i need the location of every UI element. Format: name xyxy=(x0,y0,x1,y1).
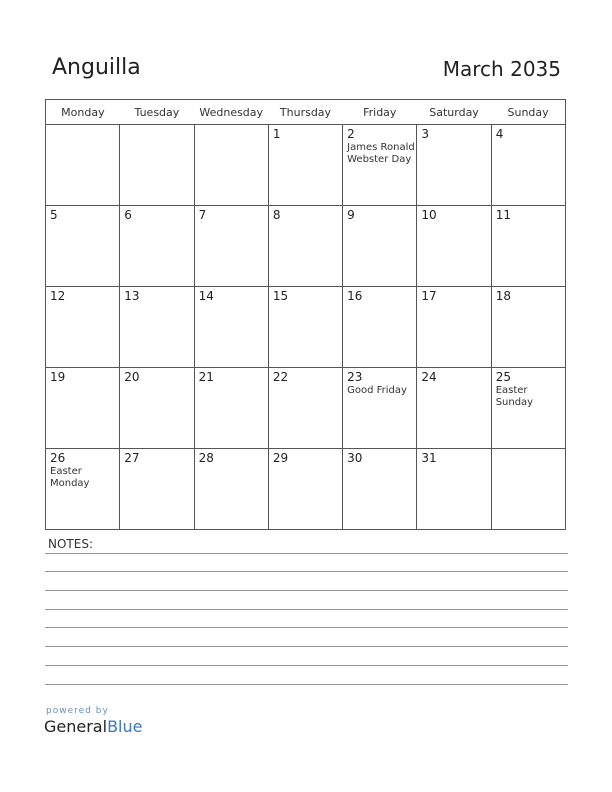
note-line xyxy=(45,609,568,610)
day-number: 8 xyxy=(272,208,281,222)
day-number: 3 xyxy=(421,127,430,141)
generalblue-logo[interactable] xyxy=(44,717,142,736)
notes-label: NOTES: xyxy=(48,537,93,551)
day-cell[interactable] xyxy=(120,368,194,449)
day-cell[interactable] xyxy=(491,287,565,368)
weekday-header: Friday xyxy=(343,100,417,125)
day-cell[interactable] xyxy=(46,287,120,368)
day-cell[interactable] xyxy=(268,368,342,449)
holiday-label: Easter Monday xyxy=(50,466,90,489)
week-row xyxy=(46,125,566,206)
day-cell[interactable] xyxy=(194,368,268,449)
day-number: 5 xyxy=(50,208,58,222)
day-cell[interactable] xyxy=(491,449,565,530)
day-cell[interactable] xyxy=(491,368,565,449)
week-row xyxy=(46,287,566,368)
day-number: 4 xyxy=(495,127,504,141)
day-number: 16 xyxy=(347,289,363,303)
day-cell[interactable] xyxy=(343,368,417,449)
day-cell[interactable] xyxy=(194,125,268,206)
day-cell[interactable] xyxy=(343,287,417,368)
brand-blue: Blue xyxy=(107,717,143,736)
day-number: 29 xyxy=(272,451,289,465)
weekday-header: Saturday xyxy=(417,100,491,125)
day-cell[interactable] xyxy=(194,206,268,287)
day-number: 25 xyxy=(495,370,511,384)
day-cell[interactable] xyxy=(417,449,491,530)
weekday-header: Wednesday xyxy=(194,100,268,125)
day-number: 26 xyxy=(50,451,66,465)
day-number: 6 xyxy=(124,208,132,222)
day-cell[interactable] xyxy=(120,206,194,287)
day-number: 22 xyxy=(272,370,289,384)
day-cell[interactable] xyxy=(417,287,491,368)
weekday-header-row xyxy=(46,100,566,125)
day-cell[interactable] xyxy=(120,449,194,530)
day-cell[interactable] xyxy=(268,206,342,287)
powered-by-text: powered by xyxy=(46,706,109,716)
weekday-header: Tuesday xyxy=(120,100,194,125)
day-number: 23 xyxy=(347,370,363,384)
day-cell[interactable] xyxy=(343,125,417,206)
day-number: 10 xyxy=(421,208,437,222)
weekday-header: Monday xyxy=(46,100,120,125)
day-cell[interactable] xyxy=(120,287,194,368)
day-cell[interactable] xyxy=(194,449,268,530)
day-cell[interactable] xyxy=(268,125,342,206)
day-number: 1 xyxy=(272,127,281,141)
day-number: 12 xyxy=(50,289,66,303)
note-line xyxy=(45,553,568,554)
note-line xyxy=(45,665,568,666)
day-number: 15 xyxy=(272,289,289,303)
day-cell[interactable] xyxy=(343,449,417,530)
week-row xyxy=(46,368,566,449)
day-cell[interactable] xyxy=(194,287,268,368)
day-number: 18 xyxy=(495,289,511,303)
day-cell[interactable] xyxy=(46,125,120,206)
day-number: 31 xyxy=(421,451,437,465)
day-number: 27 xyxy=(124,451,140,465)
note-line xyxy=(45,590,568,591)
day-number: 9 xyxy=(347,208,355,222)
holiday-label: Good Friday xyxy=(347,385,407,396)
day-number: 14 xyxy=(198,289,214,303)
brand-general: General xyxy=(44,717,108,736)
weekday-header: Sunday xyxy=(491,100,565,125)
month-year-title: March 2035 xyxy=(442,57,561,81)
holiday-label: James Ronald Webster Day xyxy=(347,142,415,165)
day-cell[interactable] xyxy=(46,206,120,287)
note-line xyxy=(45,571,568,572)
country-title: Anguilla xyxy=(52,55,141,80)
day-number: 11 xyxy=(495,208,511,222)
day-number: 7 xyxy=(198,208,207,222)
day-number: 17 xyxy=(421,289,437,303)
day-cell[interactable] xyxy=(46,368,120,449)
day-number: 20 xyxy=(124,370,140,384)
week-row xyxy=(46,206,566,287)
day-cell[interactable] xyxy=(417,206,491,287)
weekday-header: Thursday xyxy=(268,100,342,125)
week-row xyxy=(46,449,566,530)
day-number: 21 xyxy=(198,370,214,384)
note-line xyxy=(45,684,568,685)
day-number: 28 xyxy=(198,451,214,465)
day-cell[interactable] xyxy=(343,206,417,287)
day-cell[interactable] xyxy=(120,125,194,206)
day-cell[interactable] xyxy=(417,125,491,206)
day-cell[interactable] xyxy=(46,449,120,530)
note-line xyxy=(45,627,568,628)
day-number: 19 xyxy=(50,370,66,384)
day-cell[interactable] xyxy=(268,287,342,368)
day-number: 2 xyxy=(347,127,355,141)
day-cell[interactable] xyxy=(417,368,491,449)
note-line xyxy=(45,646,568,647)
calendar-grid xyxy=(45,99,566,530)
holiday-label: Easter Sunday xyxy=(495,385,534,408)
day-number: 13 xyxy=(124,289,140,303)
day-cell[interactable] xyxy=(491,125,565,206)
day-number: 30 xyxy=(347,451,363,465)
day-cell[interactable] xyxy=(491,206,565,287)
day-number: 24 xyxy=(421,370,437,384)
day-cell[interactable] xyxy=(268,449,342,530)
